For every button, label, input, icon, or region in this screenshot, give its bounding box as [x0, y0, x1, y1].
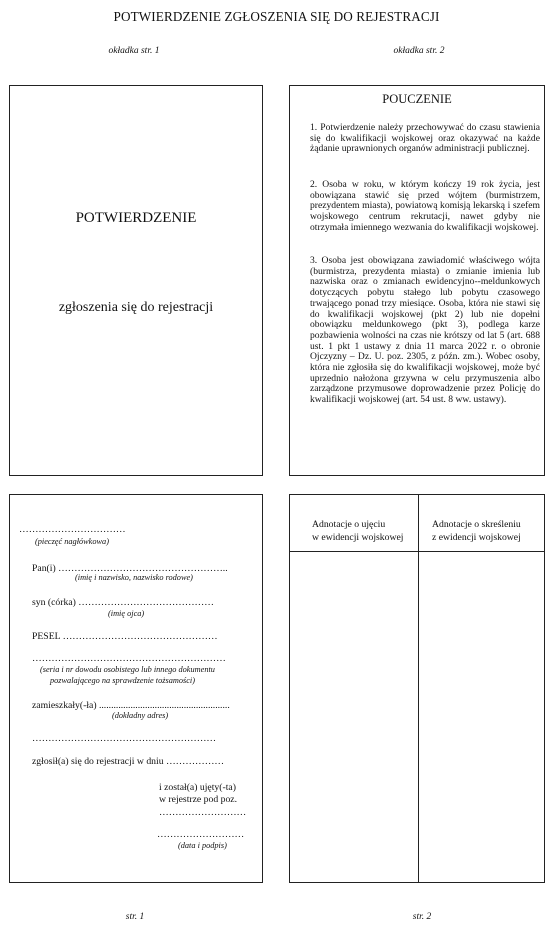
- name-field: Pan(i) ……………………………………………..: [32, 563, 228, 574]
- column-header-removal-line-2: z ewidencji wojskowej: [432, 531, 521, 543]
- column-header-registration: [312, 519, 403, 544]
- column-header-registration-line-2: w ewidencji wojskowej: [312, 531, 404, 543]
- address-label: (dokładny adres): [112, 711, 169, 720]
- registered-text-2: w rejestrze pod poz.: [159, 794, 238, 805]
- name-label: (imię i nazwisko, nazwisko rodowe): [75, 573, 193, 582]
- pesel-field: PESEL …………………………………………: [32, 631, 218, 642]
- registration-date-field: zgłosił(a) się do rejestracji w dniu ………………: [32, 756, 225, 767]
- document-id-label-1: (seria i nr dowodu osobistego lub innego dokumentu: [40, 665, 215, 674]
- stamp-dots: ……………………………: [19, 524, 126, 535]
- cover-page-1: [9, 85, 263, 476]
- cover-title: POTWIERDZENIE: [75, 210, 197, 226]
- page-2-annotations-table: [289, 494, 545, 883]
- signature-label: (data i podpis): [178, 841, 227, 850]
- column-header-removal-line-1: Adnotacje o skreśleniu: [432, 519, 521, 530]
- table-header-divider: [290, 551, 544, 552]
- footer-page-1: str. 1: [125, 912, 145, 922]
- caption-cover-page-1: okładka str. 1: [108, 46, 160, 56]
- address-field: zamieszkały(-ła) ......................................................: [32, 700, 230, 711]
- instruction-paragraph-2: 2. Osoba w roku, w którym kończy 19 rok życia, jest obowiązana stawić się przed wójtem (burmistrzem, prezydentem miasta), powiatową komisją lekarską i szefem wojskowego centrum rekrutacji, nawet gdyby nie otrzymała imiennego wezwania do kwalifikacji wojskowej.: [310, 179, 540, 233]
- signature-dots: ………………………: [157, 829, 245, 840]
- instruction-paragraph-3: 3. Osoba jest obowiązana zawiadomić właściwego wójta (burmistrza, prezydenta miasta) o zmianie imienia lub nazwiska oraz o zmianach ewidencyjno--meldunkowych dotyczących pobytu stałego lub pobytu czasowego trwającego ponad trzy miesiące. Osoba, która nie stawi się do kwalifikacji wojskowej (pkt 2) lub nie dopełni obowiązku meldunkowego (pkt 3), podlega karze pozbawienia wolności na czas nie krótszy od lat 5 (art. 688 ust. 1 pkt 1 ustawy z dnia 11 marca 2022 r. o obronie Ojczyzny – Dz. U. poz. 2305, z późn. zm.). Wobec osoby, która nie zgłosiła się do kwalifikacji wojskowej, może być uprzednio nałożona grzywna w celu przymuszenia albo zarządzone przymusowe doprowadzenie przez Policję do kwalifikacji wojskowej (art. 54 ust. 8 ww. ustawy).: [310, 255, 540, 406]
- instruction-paragraph-1: 1. Potwierdzenie należy przechowywać do czasu stawienia się do kwalifikacji wojskowej oraz okazywać na każde żądanie uprawnionych organów administracji publicznej.: [310, 122, 540, 155]
- document-id-dots: ……………………………………………………: [32, 653, 226, 664]
- document-id-label-2: pozwalającego na sprawdzenie tożsamości): [50, 676, 195, 685]
- footer-page-2: str. 2: [412, 912, 432, 922]
- stamp-label: (pieczęć nagłówkowa): [35, 537, 109, 546]
- column-header-removal: [432, 519, 521, 544]
- cover-subtitle: zgłoszenia się do rejestracji: [58, 300, 214, 315]
- instructions-heading: POUCZENIE: [382, 92, 452, 106]
- column-header-registration-line-1: Adnotacje o ujęciu: [312, 519, 386, 530]
- page-1-form: [9, 494, 263, 883]
- father-name-label: (imię ojca): [108, 609, 145, 618]
- caption-cover-page-2: okładka str. 2: [393, 46, 445, 56]
- table-column-divider: [418, 495, 419, 882]
- registered-position-dots: ………………………: [159, 807, 247, 818]
- father-name-field: syn (córka) ……………………………………: [32, 597, 214, 608]
- extra-dots: …………………………………………………: [32, 733, 217, 744]
- registered-text-1: i został(a) ujęty(-ta): [159, 782, 236, 793]
- cover-page-2-instructions: [289, 85, 545, 476]
- document-title: POTWIERDZENIE ZGŁOSZENIA SIĘ DO REJESTRACJI: [113, 9, 440, 24]
